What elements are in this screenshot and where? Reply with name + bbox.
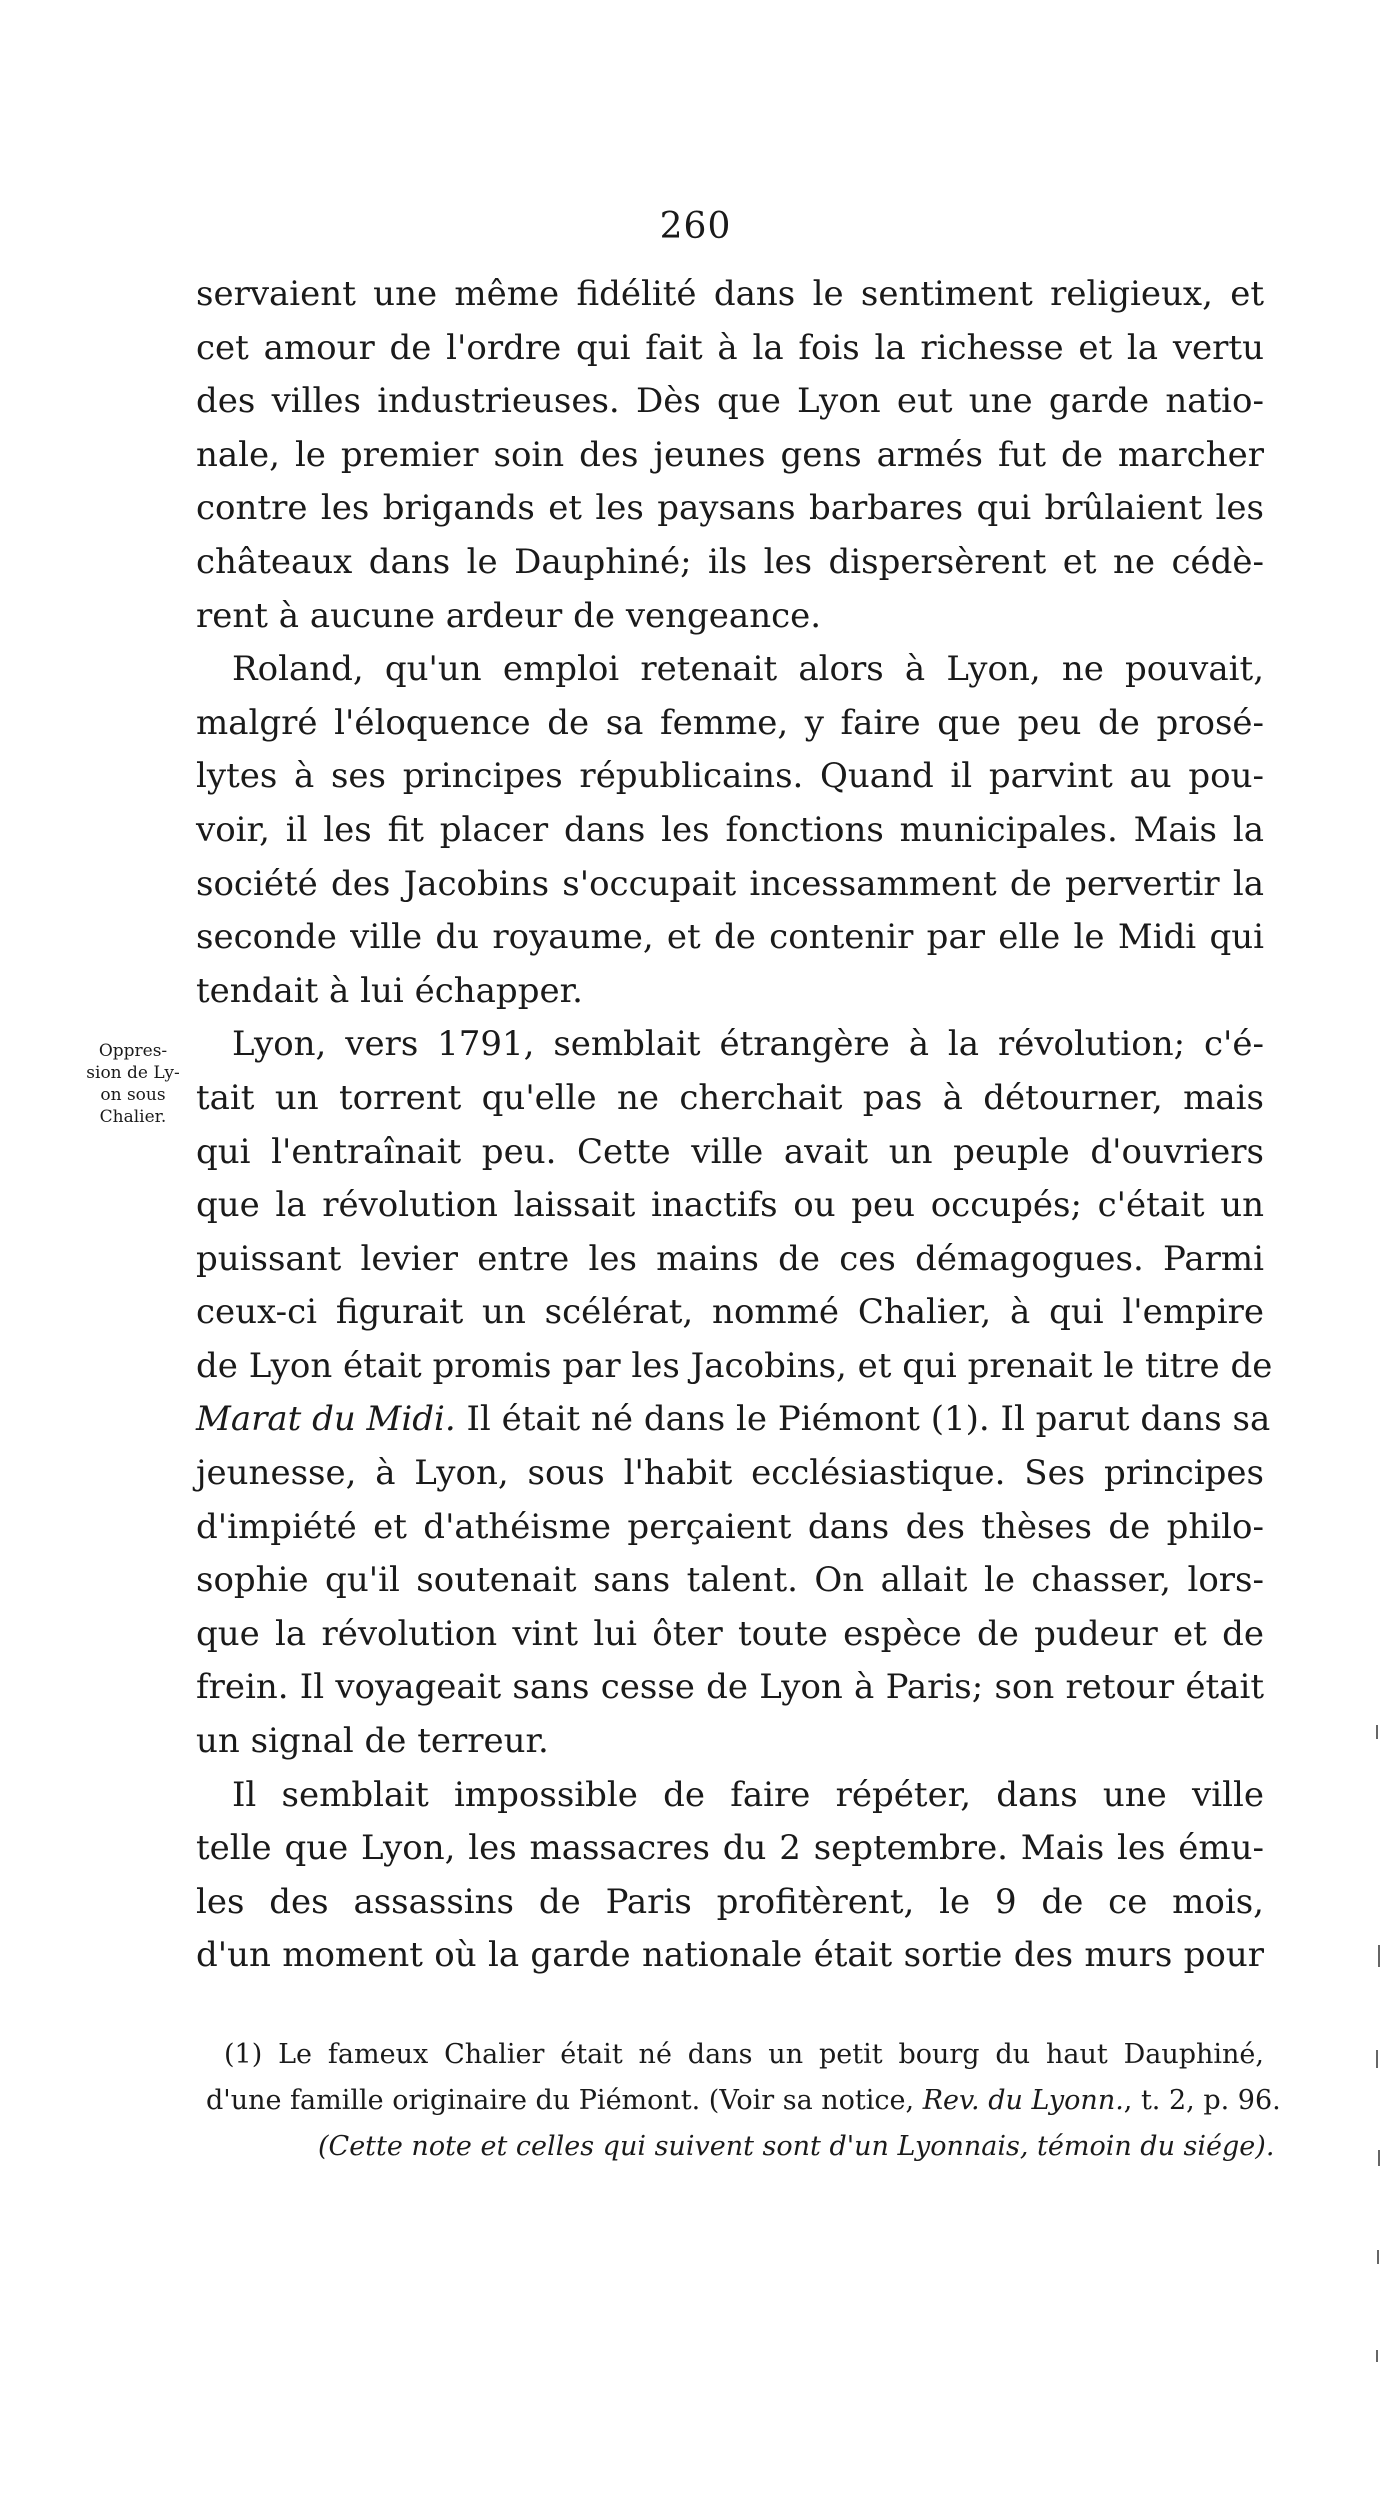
text-segment: , t. 2, p. 96.: [1123, 2085, 1281, 2116]
scan-speck: [1377, 2250, 1379, 2264]
text-line: puissant levier entre les mains de ces démagogues. Parmi: [196, 1238, 1264, 1279]
text-line: lytes à ses principes républicains. Quand il parvint au pou-: [196, 756, 1264, 797]
text-line: d'impiété et d'athéisme perçaient dans des thèses de philo-: [196, 1506, 1264, 1547]
text-line: nale, le premier soin des jeunes gens armés fut de marcher: [196, 434, 1264, 475]
margin-note-line: sion de Ly-: [86, 1063, 180, 1083]
text-line: frein. Il voyageait sans cesse de Lyon à Paris; son retour était: [196, 1667, 1264, 1708]
text-line: Roland, qu'un emploi retenait alors à Lyon, ne pouvait,: [232, 649, 1264, 690]
text-line: Il semblait impossible de faire répéter, dans une ville: [232, 1774, 1264, 1815]
text-line: tait un torrent qu'elle ne cherchait pas à détourner, mais: [196, 1077, 1264, 1118]
text-line: voir, il les fit placer dans les fonctions municipales. Mais la: [196, 809, 1264, 850]
text-line: seconde ville du royaume, et de contenir par elle le Midi qui: [196, 917, 1264, 958]
scan-speck: [1376, 2350, 1378, 2362]
margin-note-line: on sous: [100, 1085, 166, 1105]
text-line: que la révolution laissait inactifs ou peu occupés; c'était un: [196, 1185, 1264, 1226]
text-line: cet amour de l'ordre qui fait à la fois la richesse et la vertu: [196, 327, 1264, 368]
text-line: de Lyon était promis par les Jacobins, et qui prenait le titre de: [196, 1345, 1273, 1386]
text-line: ceux-ci figurait un scélérat, nommé Chalier, à qui l'empire: [196, 1292, 1264, 1333]
margin-note-line: Chalier.: [99, 1107, 167, 1127]
text-line: des villes industrieuses. Dès que Lyon eut une garde natio-: [196, 381, 1264, 422]
text-line: Lyon, vers 1791, semblait étrangère à la révolution; c'é-: [232, 1024, 1264, 1065]
text-segment: Il était né dans le Piémont (1). Il parut dans sa: [455, 1399, 1271, 1440]
text-line: d'un moment où la garde nationale était sortie des murs pour: [196, 1935, 1264, 1976]
page-number: 260: [659, 206, 732, 247]
scan-speck: [1376, 2050, 1378, 2068]
text-line: qui l'entraînait peu. Cette ville avait un peuple d'ouvriers: [196, 1131, 1264, 1172]
text-segment: d'une famille originaire du Piémont. (Voir sa notice,: [206, 2085, 923, 2116]
italic-reference: Rev. du Lyonn.: [922, 2085, 1124, 2116]
text-line: les des assassins de Paris profitèrent, le 9 de ce mois,: [196, 1881, 1264, 1922]
scan-speck: [1378, 2150, 1380, 2166]
text-line: telle que Lyon, les massacres du 2 septembre. Mais les ému-: [196, 1828, 1264, 1869]
text-line: servaient une même fidélité dans le sentiment religieux, et: [196, 274, 1264, 314]
text-line: tendait à lui échapper.: [196, 970, 583, 1011]
margin-note-line: Oppres-: [98, 1041, 168, 1061]
text-line: sophie qu'il soutenait sans talent. On allait le chasser, lors-: [196, 1560, 1264, 1601]
text-line: [196, 1393, 1271, 1447]
text-line: société des Jacobins s'occupait incessamment de pervertir la: [196, 863, 1264, 904]
margin-note: [68, 1040, 198, 1128]
body-text: [196, 268, 1273, 1983]
footnotes: [206, 2032, 1281, 2170]
text-line: jeunesse, à Lyon, sous l'habit ecclésiastique. Ses principes: [196, 1453, 1264, 1494]
footnote-line: [206, 2078, 1281, 2124]
italic-epithet: Marat du Midi.: [196, 1399, 456, 1440]
text-line: contre les brigands et les paysans barbares qui brûlaient les: [196, 488, 1264, 529]
text-line: un signal de terreur.: [196, 1721, 549, 1762]
text-line: malgré l'éloquence de sa femme, y faire que peu de prosé-: [196, 702, 1264, 743]
scan-speck: [1378, 1945, 1380, 1967]
text-line: que la révolution vint lui ôter toute espèce de pudeur et de: [196, 1613, 1264, 1654]
footnote-line: (Cette note et celles qui suivent sont d'un Lyonnais, témoin du siége).: [318, 2131, 1275, 2162]
footnote-line: (1) Le fameux Chalier était né dans un petit bourg du haut Dauphiné,: [224, 2039, 1264, 2070]
text-line: rent à aucune ardeur de vengeance.: [196, 595, 822, 636]
text-line: châteaux dans le Dauphiné; ils les dispersèrent et ne cédè-: [196, 541, 1264, 582]
scan-speck: [1376, 1725, 1378, 1739]
